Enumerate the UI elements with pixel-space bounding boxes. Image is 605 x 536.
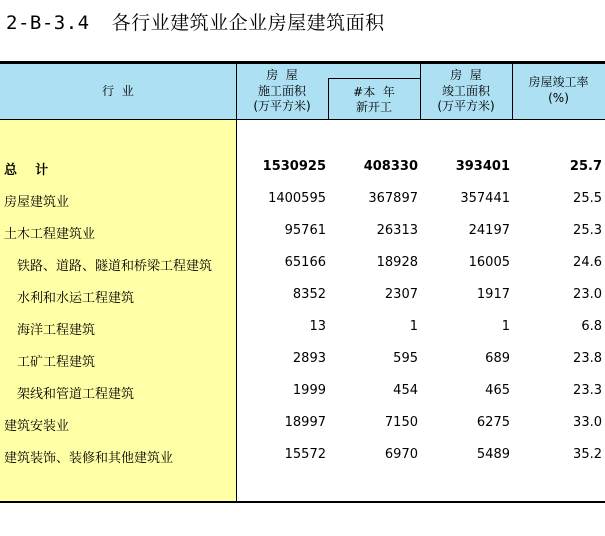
cell-rate: 23.8 bbox=[573, 351, 602, 366]
cell-construction: 65166 bbox=[284, 255, 326, 270]
header-construction-line3: (万平方米) bbox=[253, 99, 311, 113]
header-new-start-line2: 新开工 bbox=[355, 100, 392, 114]
cell-construction: 1999 bbox=[292, 383, 326, 398]
cell-new-start: 1 bbox=[409, 319, 418, 334]
table-row bbox=[0, 319, 605, 339]
cell-new-start: 2307 bbox=[384, 287, 418, 302]
cell-new-start: 26313 bbox=[376, 223, 418, 238]
cell-rate: 6.8 bbox=[581, 319, 602, 334]
table-row bbox=[0, 223, 605, 243]
table-row bbox=[0, 287, 605, 307]
cell-completed: 1917 bbox=[476, 287, 510, 302]
header-completed-line3: (万平方米) bbox=[437, 99, 495, 113]
cell-completed: 1 bbox=[501, 319, 510, 334]
header-construction-line2: 施工面积 bbox=[257, 84, 306, 98]
header-rate-line2: (%) bbox=[548, 91, 569, 105]
header-completed-line1: 房 屋 bbox=[450, 68, 482, 82]
row-label: 水利和水运工程建筑 bbox=[17, 291, 135, 306]
table-row bbox=[0, 351, 605, 371]
cell-rate: 23.0 bbox=[573, 287, 602, 302]
cell-construction: 8352 bbox=[292, 287, 326, 302]
row-label: 建筑安装业 bbox=[4, 419, 70, 434]
row-label: 土木工程建筑业 bbox=[4, 227, 96, 242]
row-label: 建筑装饰、装修和其他建筑业 bbox=[4, 451, 174, 466]
cell-new-start: 367897 bbox=[368, 191, 418, 206]
cell-construction: 1530925 bbox=[262, 159, 326, 174]
cell-completed: 689 bbox=[485, 351, 510, 366]
row-label: 房屋建筑业 bbox=[4, 195, 70, 210]
row-label: 架线和管道工程建筑 bbox=[17, 387, 135, 402]
cell-completed: 357441 bbox=[460, 191, 510, 206]
cell-construction: 18997 bbox=[284, 415, 326, 430]
cell-construction: 13 bbox=[309, 319, 326, 334]
cell-rate: 25.3 bbox=[573, 223, 602, 238]
row-label: 铁路、道路、隧道和桥梁工程建筑 bbox=[17, 259, 213, 274]
cell-completed: 393401 bbox=[455, 159, 510, 174]
cell-new-start: 7150 bbox=[384, 415, 418, 430]
cell-construction: 95761 bbox=[284, 223, 326, 238]
table-row bbox=[0, 415, 605, 435]
row-label: 工矿工程建筑 bbox=[17, 355, 96, 370]
table-row bbox=[0, 191, 605, 211]
row-label: 海洋工程建筑 bbox=[17, 323, 96, 338]
cell-rate: 23.3 bbox=[573, 383, 602, 398]
cell-new-start: 454 bbox=[393, 383, 418, 398]
cell-construction: 15572 bbox=[284, 447, 326, 462]
cell-rate: 33.0 bbox=[573, 415, 602, 430]
header-subrule bbox=[328, 78, 420, 79]
cell-new-start: 18928 bbox=[376, 255, 418, 270]
bottom-rule bbox=[0, 501, 605, 503]
cell-rate: 25.5 bbox=[573, 191, 602, 206]
cell-new-start: 595 bbox=[393, 351, 418, 366]
cell-rate: 24.6 bbox=[573, 255, 602, 270]
table-row bbox=[0, 159, 605, 179]
table-row bbox=[0, 447, 605, 467]
cell-rate: 25.7 bbox=[569, 159, 602, 174]
header-new-start-line1: #本 年 bbox=[353, 85, 395, 99]
header-construction-line1: 房 屋 bbox=[266, 68, 298, 82]
header-completed-line2: 竣工面积 bbox=[441, 84, 490, 98]
row-label: 总 计 bbox=[4, 163, 49, 178]
cell-completed: 24197 bbox=[468, 223, 510, 238]
table-number: 2-B-3.4 bbox=[6, 12, 90, 34]
header-rate-line1: 房屋竣工率 bbox=[528, 75, 589, 89]
table-title bbox=[6, 8, 385, 35]
cell-new-start: 6970 bbox=[384, 447, 418, 462]
header-industry: 行 业 bbox=[102, 84, 134, 98]
table-title-text: 各行业建筑业企业房屋建筑面积 bbox=[111, 12, 385, 34]
cell-construction: 2893 bbox=[292, 351, 326, 366]
cell-new-start: 408330 bbox=[363, 159, 418, 174]
cell-completed: 5489 bbox=[476, 447, 510, 462]
cell-completed: 465 bbox=[485, 383, 510, 398]
cell-construction: 1400595 bbox=[268, 191, 326, 206]
table-row bbox=[0, 255, 605, 275]
table-row bbox=[0, 383, 605, 403]
cell-rate: 35.2 bbox=[573, 447, 602, 462]
cell-completed: 16005 bbox=[468, 255, 510, 270]
cell-completed: 6275 bbox=[476, 415, 510, 430]
